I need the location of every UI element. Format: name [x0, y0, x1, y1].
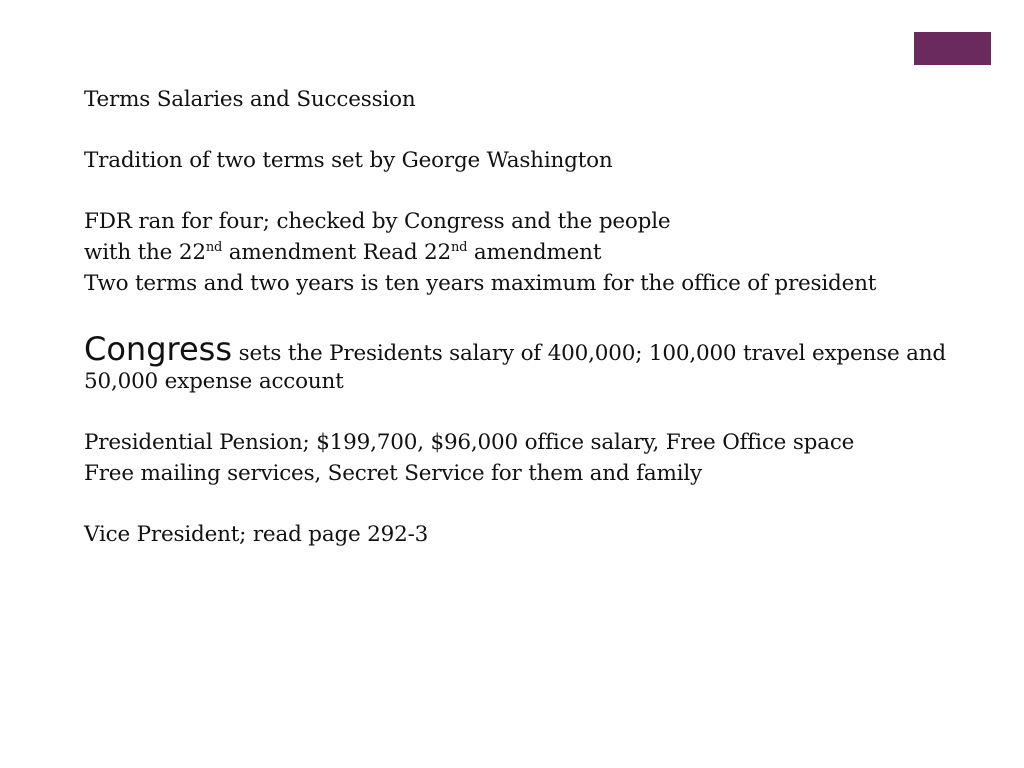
vice-president-text: Vice President; read page 292-3: [84, 522, 429, 547]
congress-emphasis: Congress: [84, 330, 232, 368]
accent-block: [914, 32, 991, 65]
amendment-part2: amendment Read 22: [222, 240, 451, 265]
fdr-text: FDR ran for four; checked by Congress and the people: [84, 209, 671, 234]
max-terms-text: Two terms and two years is ten years maximum for the office of president: [84, 271, 877, 296]
spacer: [84, 115, 1004, 145]
salary-rest: sets the Presidents salary of 400,000; 100,000 travel expense and: [232, 341, 946, 366]
benefits-text: Free mailing services, Secret Service for them and family: [84, 461, 702, 486]
spacer: [84, 176, 1004, 206]
spacer: [84, 299, 1004, 333]
ordinal-suffix: nd: [205, 240, 223, 255]
slide-body: [84, 84, 1004, 550]
slide-heading: Terms Salaries and Succession: [84, 87, 416, 112]
expense-account-text: 50,000 expense account: [84, 369, 344, 394]
tradition-text: Tradition of two terms set by George Washington: [84, 148, 613, 173]
amendment-part1: with the 22: [84, 240, 206, 265]
amendment-part3: amendment: [467, 240, 602, 265]
amendment-text: [84, 237, 1004, 268]
salary-text: [84, 330, 1004, 368]
spacer: [84, 397, 1004, 427]
pension-text: Presidential Pension; $199,700, $96,000 office salary, Free Office space: [84, 430, 855, 455]
spacer: [84, 489, 1004, 519]
ordinal-suffix: nd: [451, 240, 468, 255]
